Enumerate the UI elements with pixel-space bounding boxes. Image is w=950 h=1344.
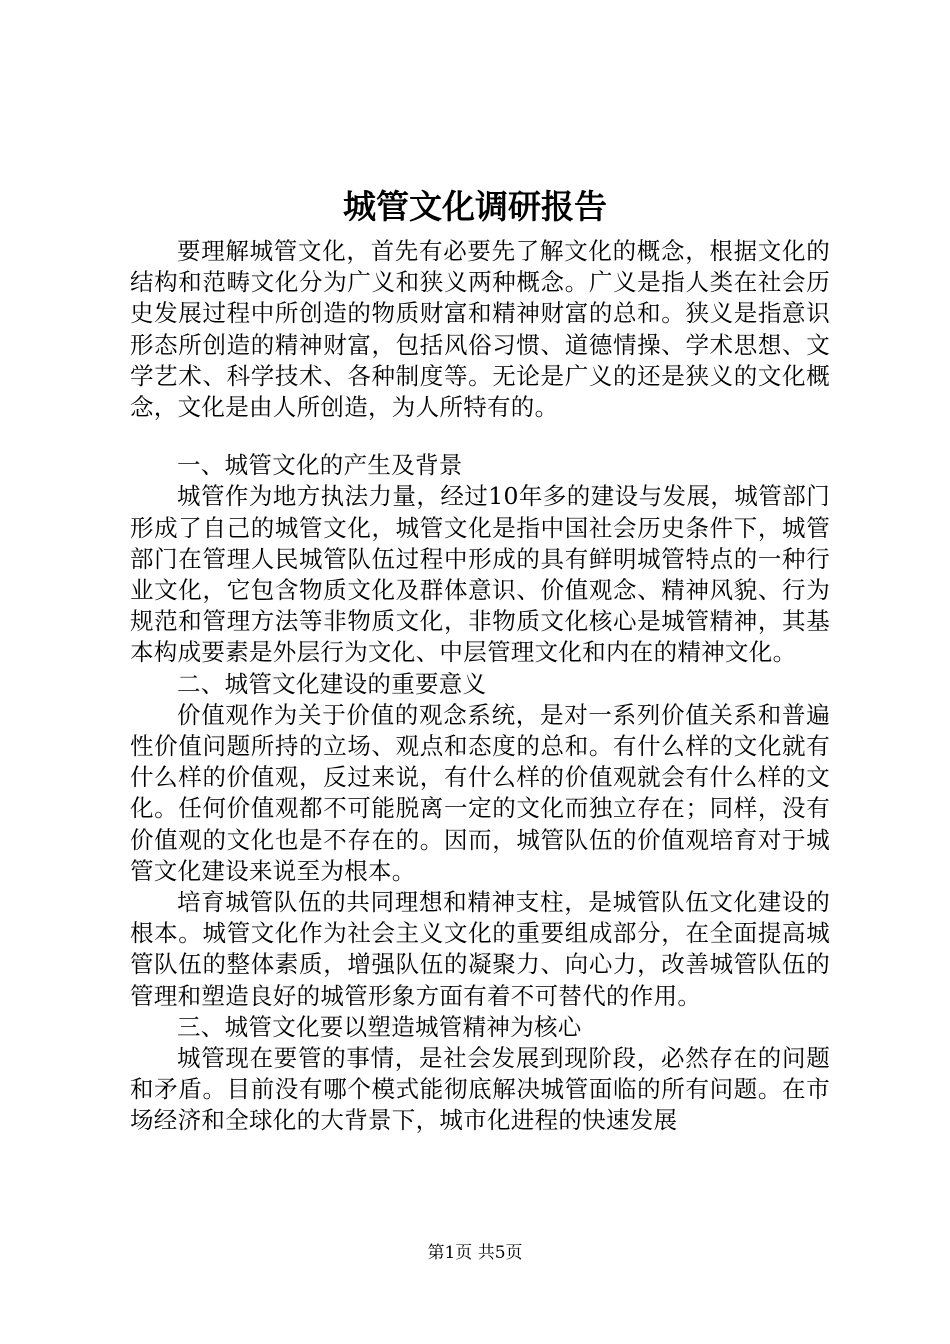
section-2-paragraph-1: 价值观作为关于价值的观念系统，是对一系列价值关系和普遍性价值问题所持的立场、观点和态度的总和。有什么样的文化就有什么样的价值观，反过来说，有什么样的价值观就会有什么样的文化。任何价值观都不可能脱离一定的文化而独立存在；同样，没有价值观的文化也是不存在的。因而，城管队伍的价值观培育对于城管文化建设来说至为根本。 [130,700,830,885]
page-number-footer: 第1页 共5页 [427,1243,523,1263]
section-3-paragraph-1: 城管现在要管的事情，是社会发展到现阶段，必然存在的问题和矛盾。目前没有哪个模式能彻底解决城管面临的所有问题。在市场经济和全球化的大背景下，城市化进程的快速发展 [130,1044,830,1135]
document-title: 城管文化调研报告 [343,187,607,226]
section-2-paragraph-2: 培育城管队伍的共同理想和精神支柱，是城管队伍文化建设的根本。城管文化作为社会主义文化的重要组成部分，在全面提高城管队伍的整体素质，增强队伍的凝聚力、向心力，改善城管队伍的管理和塑造良好的城管形象方面有着不可替代的作用。 [130,888,830,1010]
section-1-paragraph-1: 城管作为地方执法力量，经过10年多的建设与发展，城管部门形成了自己的城管文化，城管文化是指中国社会历史条件下，城管部门在管理人民城管队伍过程中形成的具有鲜明城管特点的一种行业文化，它包含物质文化及群体意识、价值观念、精神风貌、行为规范和管理方法等非物质文化，非物质文化核心是城管精神，其基本构成要素是外层行为文化、中层管理文化和内在的精神文化。 [130,482,830,667]
section-1-heading: 一、城管文化的产生及背景 [177,451,463,480]
section-3-heading: 三、城管文化要以塑造城管精神为核心 [177,1012,582,1041]
section-2-heading: 二、城管文化建设的重要意义 [177,669,487,698]
paragraph-spacer [130,423,830,450]
intro-paragraph: 要理解城管文化，首先有必要先了解文化的概念，根据文化的结构和范畴文化分为广义和狭义两种概念。广义是指人类在社会历史发展过程中所创造的物质财富和精神财富的总和。狭义是指意识形态所创造的精神财富，包括风俗习惯、道德情操、学术思想、文学艺术、科学技术、各种制度等。无论是广义的还是狭义的文化概念，文化是由人所创造，为人所特有的。 [130,237,830,422]
document-body [130,236,830,1137]
